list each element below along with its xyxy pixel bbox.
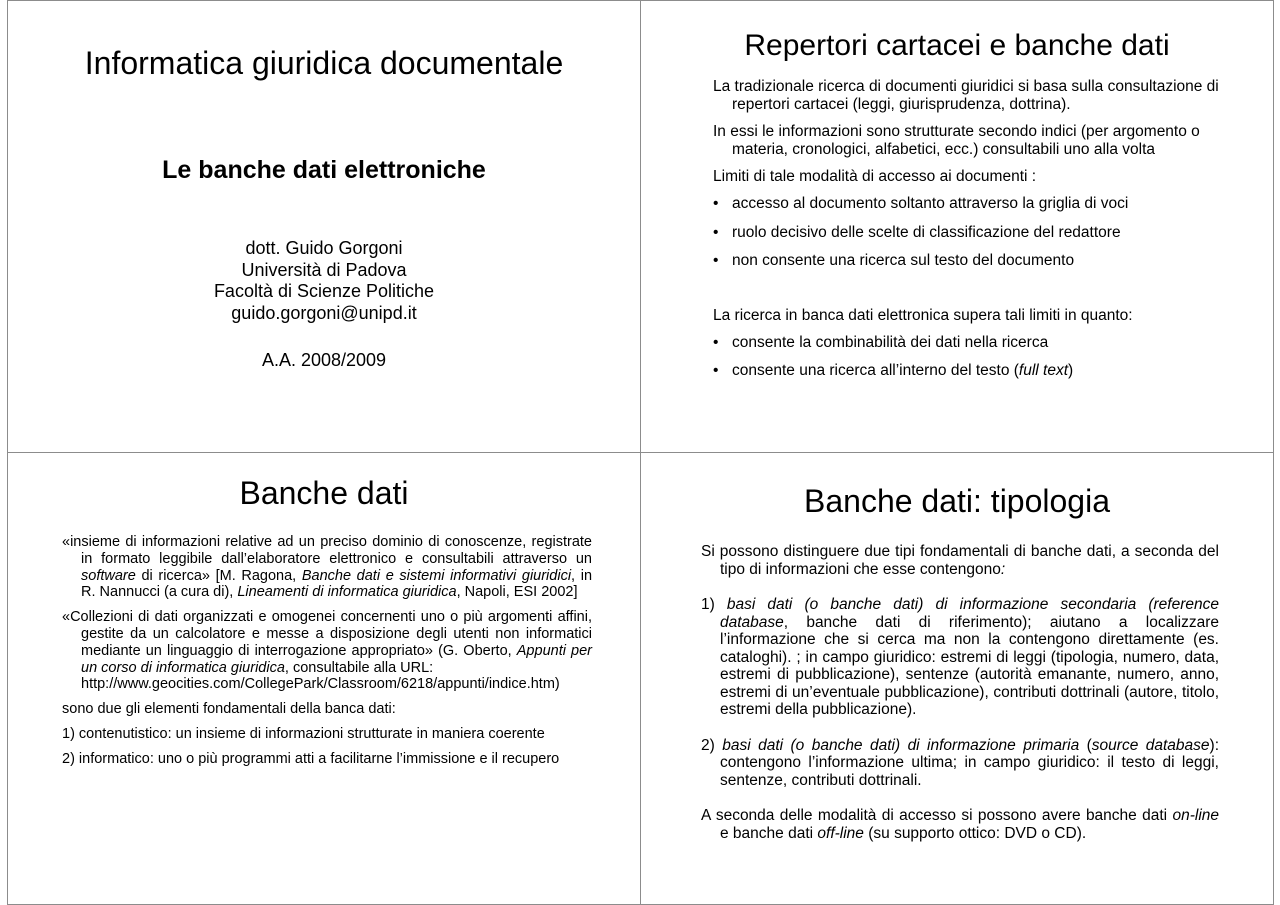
text-run: e banche dati [720,824,818,842]
text-run: ) [1068,362,1074,379]
numbered-item [701,737,1219,790]
text-run-italic: on-line [1172,807,1219,824]
paragraph: La ricerca in banca dati elettronica supera tali limiti in quanto: [713,306,1133,324]
paragraph: sono due gli elementi fondamentali della banca dati: [62,701,396,718]
text-run-italic: software [81,567,136,584]
slide-3-body [62,534,592,776]
text-run-italic: Banche dati e sistemi informativi giuridici [301,567,572,584]
slide-2-title: Repertori cartacei e banche dati [744,29,1170,62]
text-run-italic: full text [1018,362,1069,379]
text-run-italic: off-line [817,824,864,842]
slide-2 [640,0,1274,453]
author-name: dott. Guido Gorgoni [245,238,403,258]
text-run-italic: Appunti per un corso di informatica giuridica [81,642,592,676]
text-run: 1) [701,596,727,613]
paragraph: In essi le informazioni sono strutturate secondo indici (per argomento o materia, cronologici, alfabetici, ecc.) consultabili uno alla volta [713,123,1200,158]
quote-oberto [62,609,592,693]
author-email: guido.gorgoni@unipd.it [231,302,417,323]
slide-3-title: Banche dati [239,475,409,511]
text-run: , Napoli, ESI 2002] [456,584,578,601]
slide-4-title: Banche dati: tipologia [804,483,1110,519]
text-run: «Collezioni di dati organizzati e omogenei concernenti uno o più argomenti affini, gestite da un calcolatore e messe a disposizione degli utenti non informatici mediante un linguaggio di interrogazione appropriato» (G. Oberto, [62,609,592,659]
text-run-italic: basi dati (o banche dati) di informazione secondaria (reference database [720,596,1220,631]
spacer [713,281,1243,307]
slide-4 [640,452,1274,905]
text-run: , consultabile alla URL: [284,659,434,676]
slide-3 [7,452,641,905]
numbered-item: 2) informatico: uno o più programmi atti a facilitarne l’immissione e il recupero [62,750,560,767]
text-run-italic: source database [1091,736,1210,754]
paragraph: Limiti di tale modalità di accesso ai documenti : [713,168,1037,185]
outro-paragraph [701,807,1219,842]
academic-year: A.A. 2008/2009 [261,350,387,370]
slide-2-body [713,78,1243,391]
text-run: Si possono distinguere due tipi fondamentali di banche dati, a seconda del tipo di informazioni che esse contengono [701,543,1219,578]
text-run: , banche dati di riferimento); aiutano a localizzare l’informazione che si cerca ma non la contengono direttamente (es. cataloghi). ; in campo giuridico: estremi di leggi (tipologia, numero, data, estremi di pubblicazione), sentenze (autorità emanante, numero, anno, estremi di un’eventuale pubblicazione), contributi dottrinali (autore, titolo, estremi della pubblicazione). [720,613,1219,718]
slide-1 [7,0,641,453]
text-run: 2) [701,736,723,754]
numbered-item [701,596,1219,719]
paragraph: La tradizionale ricerca di documenti giuridici si basa sulla consultazione di repertori cartacei (leggi, giurisprudenza, dottrina). [713,78,1219,113]
bullet-item: • consente la combinabilità dei dati nella ricerca [713,334,1243,352]
slide-1-subtitle: Le banche dati elettroniche [162,156,486,184]
text-run-italic: : [1000,560,1006,578]
author-faculty: Facoltà di Scienze Politiche [213,281,435,301]
author-university: Università di Padova [241,259,407,280]
slide-4-body [701,543,1219,860]
text-run: , in R. Nannucci (a cura di), [81,567,593,601]
bullet-item: • accesso al documento soltanto attraverso la griglia di voci [713,195,1243,213]
text-run: ): contengono l’informazione ultima; in campo giuridico: il testo di leggi, sentenze, contributi dottrinali. [720,736,1219,789]
text-run: ( [1079,736,1092,754]
bullet-item: • non consente una ricerca sul testo del documento [713,252,1243,270]
text-run: «insieme di informazioni relative ad un preciso dominio di conoscenze, registrate in formato leggibile dall’elaboratore elettronico e consultabili attraverso un [62,534,592,567]
slide-1-title: Informatica giuridica documentale [84,45,564,81]
text-run-italic: basi dati (o banche dati) di informazione primaria [722,736,1080,754]
bullet-item [713,362,1243,380]
text-run: A seconda delle modalità di accesso si possono avere banche dati [701,807,1173,824]
author-block [8,238,640,324]
numbered-item: 1) contenutistico: un insieme di informazioni strutturate in maniera coerente [62,725,545,742]
url-text: http://www.geocities.com/CollegePark/Classroom/6218/appunti/indice.htm) [81,676,560,693]
text-run: (su supporto ottico: DVD o CD). [863,824,1087,842]
bullet-item: • ruolo decisivo delle scelte di classificazione del redattore [713,224,1243,242]
text-run: consente una ricerca all’interno del testo ( [732,362,1019,379]
text-run-italic: Lineamenti di informatica giuridica [237,584,457,601]
text-run: di ricerca» [M. Ragona, [135,567,302,584]
intro-paragraph [701,543,1219,578]
quote-ragona [62,534,592,601]
